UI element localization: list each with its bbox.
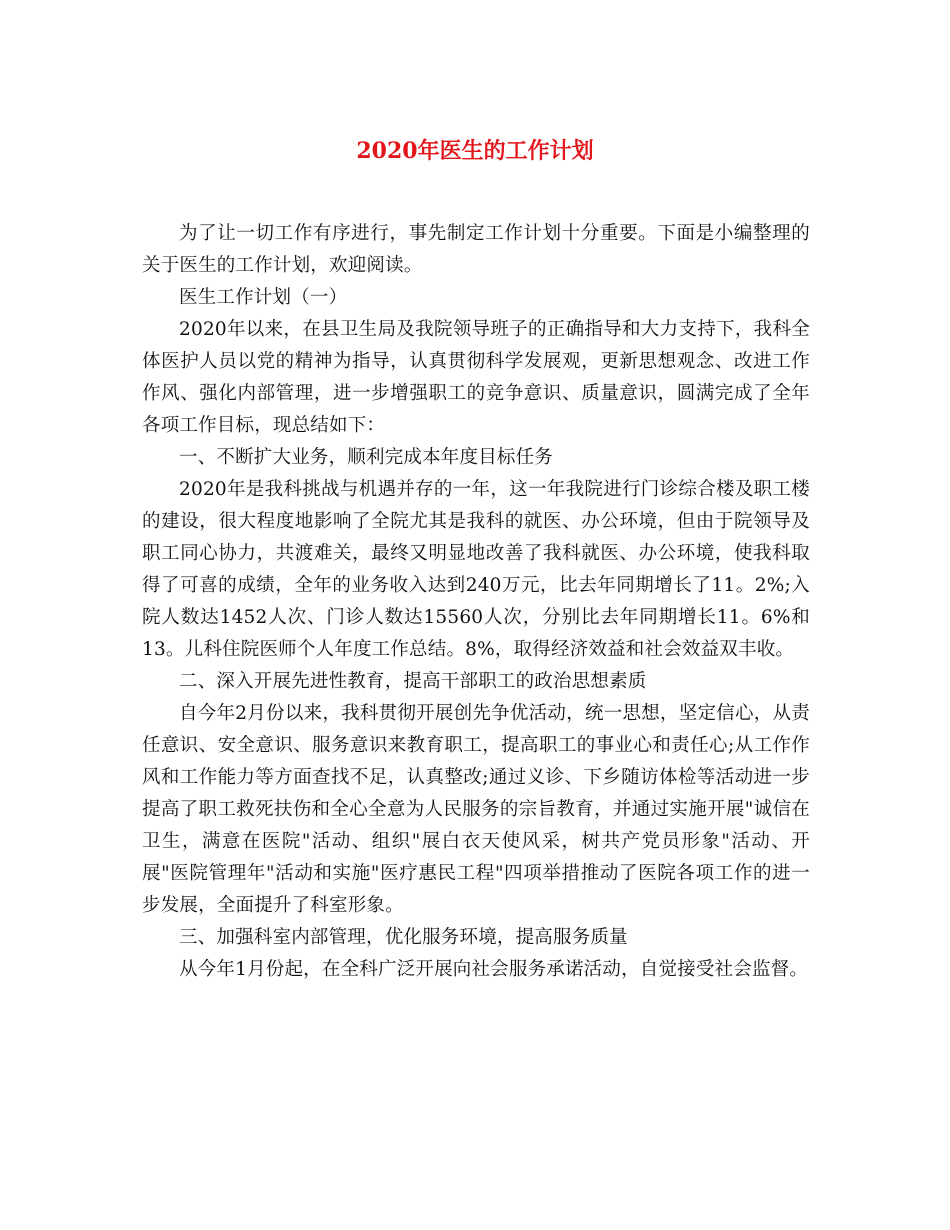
section-one-paragraph: 2020年是我科挑战与机遇并存的一年，这一年我院进行门诊综合楼及职工楼的建设，很大程度地影响了全院尤其是我科的就医、办公环境，但由于院领导及职工同心协力，共渡难关，最终又明显地改善了我科就医、办公环境，使我科取得了可喜的成绩，全年的业务收入达到240万元，比去年同期增长了11。2%;入院人数达1452人次、门诊人数达15560人次，分别比去年同期增长11。6%和13。儿科住院医师个人年度工作总结。8%，取得经济效益和社会效益双丰收。 xyxy=(142,479,810,660)
section-two-paragraph: 自今年2月份以来，我科贯彻开展创先争优活动，统一思想，坚定信心，从责任意识、安全意识、服务意识来教育职工，提高职工的事业心和责任心;从工作作风和工作能力等方面查找不足，认真整改;通过义诊、下乡随访体检等活动进一步提高了职工救死扶伤和全心全意为人民服务的宗旨教育，并通过实施开展"诚信在卫生，满意在医院"活动、组织"展白衣天使风采，树共产党员形象"活动、开展"医院管理年"活动和实施"医疗惠民工程"四项举措推动了医院各项工作的进一步发展，全面提升了科室形象。 xyxy=(142,703,810,916)
section-one-heading: 一、不断扩大业务，顺利完成本年度目标任务 xyxy=(179,447,554,468)
plan-one-heading: 医生工作计划（一） xyxy=(179,287,348,308)
document-body xyxy=(142,218,810,986)
section-three-paragraph: 从今年1月份起，在全科广泛开展向社会服务承诺活动，自觉接受社会监督。 xyxy=(179,959,809,980)
summary-paragraph: 2020年以来，在县卫生局及我院领导班子的正确指导和大力支持下，我科全体医护人员以党的精神为指导，认真贯彻科学发展观，更新思想观念、改进工作作风、强化内部管理，进一步增强职工的竞争意识、质量意识，圆满完成了全年各项工作目标，现总结如下： xyxy=(142,319,810,436)
section-three-heading: 三、加强科室内部管理，优化服务环境，提高服务质量 xyxy=(179,927,628,948)
section-two-heading: 二、深入开展先进性教育，提高干部职工的政治思想素质 xyxy=(179,671,647,692)
document-title: 2020年医生的工作计划 xyxy=(356,138,594,164)
intro-paragraph: 为了让一切工作有序进行，事先制定工作计划十分重要。下面是小编整理的关于医生的工作计划，欢迎阅读。 xyxy=(142,223,810,276)
